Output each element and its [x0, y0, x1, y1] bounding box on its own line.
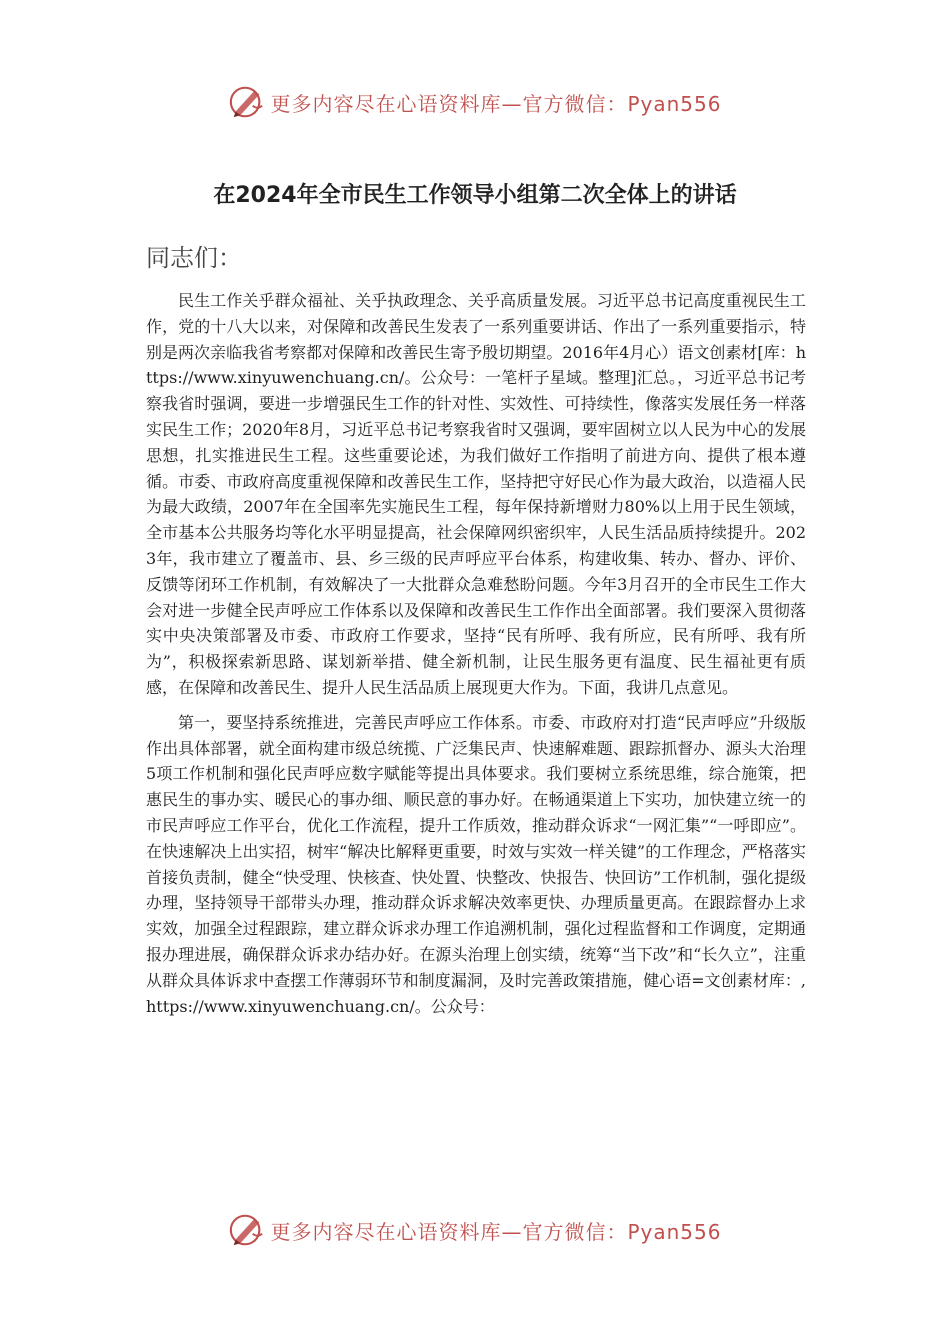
footer-banner [0, 1210, 950, 1250]
paragraph: 第一，要坚持系统推进，完善民声呼应工作体系。市委、市政府对打造“民声呼应”升级版作出具体部署，就全面构建市级总统揽、广泛集民声、快速解难题、跟踪抓督办、源头大治理5项工作机制和强化民声呼应数字赋能等提出具体要求。我们要树立系统思维，综合施策，把惠民生的事办实、暖民心的事办细、顺民意的事办好。在畅通渠道上下实功，加快建立统一的市民声呼应工作平台，优化工作流程，提升工作质效，推动群众诉求“一网汇集”“一呼即应”。在快速解决上出实招，树牢“解决比解释更重要，时效与实效一样关键”的工作理念，严格落实首接负责制，健全“快受理、快核查、快处置、快整改、快报告、快回访”工作机制，强化提级办理，坚持领导干部带头办理，推动群众诉求解决效率更快、办理质量更高。在跟踪督办上求实效，加强全过程跟踪，建立群众诉求办理工作追溯机制，强化过程监督和工作调度，定期通报办理进展，确保群众诉求办结办好。在源头治理上创实绩，统筹“当下改”和“长久立”，注重从群众具体诉求中查摆工作薄弱环节和制度漏洞，及时完善政策措施，健心语=文创素材库：,https://www.xinyuwenchuang.cn/。公众号： [146, 712, 806, 1016]
document-body [146, 288, 806, 1028]
header-banner [0, 82, 950, 122]
pen-logo-icon [228, 83, 266, 121]
banner-text: 更多内容尽在心语资料库—官方微信：Pyan556 [270, 1219, 722, 1244]
greeting: 同志们： [146, 244, 242, 272]
banner-text: 更多内容尽在心语资料库—官方微信：Pyan556 [270, 91, 722, 116]
document-title: 在2024年全市民生工作领导小组第二次全体上的讲话 [213, 183, 737, 208]
pen-logo-icon [228, 1211, 266, 1249]
paragraph: 民生工作关乎群众福祉、关乎执政理念、关乎高质量发展。习近平总书记高度重视民生工作，党的十八大以来，对保障和改善民生发表了一系列重要讲话、作出了一系列重要指示，特别是两次亲临我省考察都对保障和改善民生寄予殷切期望。2016年4月心）语文创素材[库：https://www.xinyuwenchuang.cn/。公众号：一笔杆子星域。整理]汇总。，习近平总书记考察我省时强调，要进一步增强民生工作的针对性、实效性、可持续性，像落实发展任务一样落实民生工作；2020年8月，习近平总书记考察我省时又强调，要牢固树立以人民为中心的发展思想，扎实推进民生工程。这些重要论述，为我们做好工作指明了前进方向、提供了根本遵循。市委、市政府高度重视保障和改善民生工作，坚持把守好民心作为最大政治，以造福人民为最大政绩，2007年在全国率先实施民生工程，每年保持新增财力80%以上用于民生领域，全市基本公共服务均等化水平明显提高，社会保障网织密织牢，人民生活品质持续提升。2023年，我市建立了覆盖市、县、乡三级的民声呼应平台体系，构建收集、转办、督办、评价、反馈等闭环工作机制，有效解决了一大批群众急难愁盼问题。今年3月召开的全市民生工作大会对进一步健全民声呼应工作体系以及保障和改善民生工作作出全面部署。我们要深入贯彻落实中央决策部署及市委、市政府工作要求，坚持“民有所呼、我有所应，民有所呼、我有所为”，积极探索新思路、谋划新举措、健全新机制，让民生服务更有温度、民生福祉更有质感，在保障和改善民生、提升人民生活品质上展现更大作为。下面，我讲几点意见。 [146, 291, 806, 697]
